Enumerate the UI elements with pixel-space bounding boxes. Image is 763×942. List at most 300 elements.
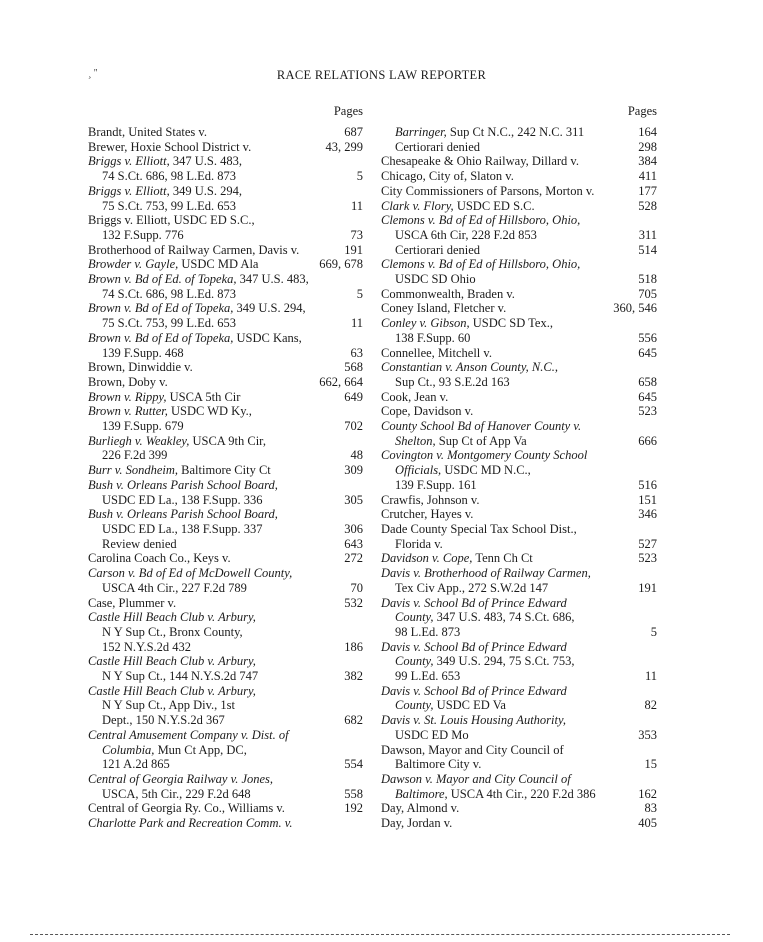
case-name: Davis v. Brotherhood of Railway Carmen,	[381, 566, 591, 581]
citation-text: Cope, Davidson v.	[381, 404, 474, 419]
entry-line	[88, 522, 313, 537]
index-entry	[381, 346, 657, 361]
citation-text: USCA 4th Cir., 227 F.2d 789	[102, 580, 247, 595]
entry-line	[88, 125, 313, 140]
index-entry	[381, 772, 657, 801]
citation-text: Tex Civ App., 272 S.W.2d 147	[395, 580, 549, 595]
citation-text: Brown, Doby v.	[88, 374, 168, 389]
page-number: 83	[644, 801, 657, 816]
citation-text: 75 S.Ct. 753, 99 L.Ed. 653	[102, 316, 237, 331]
page-number: 645	[638, 345, 657, 360]
case-name: Brown v. Rippy,	[88, 389, 167, 404]
index-entry	[88, 610, 363, 654]
page-number: 11	[350, 198, 363, 213]
case-name: Brown v. Bd of Ed of Topeka,	[88, 330, 234, 345]
entry-line	[381, 478, 607, 493]
citation-text: USDC MD N.C.,	[441, 463, 531, 478]
page-number: 311	[638, 227, 657, 242]
citation-text: N Y Sup Ct., 144 N.Y.S.2d 747	[102, 669, 259, 684]
entry-line	[88, 419, 313, 434]
citation-text: 139 F.Supp. 161	[395, 477, 477, 492]
page-number: 702	[344, 419, 363, 434]
entry-line	[381, 331, 607, 346]
corner-mark: ¸ ''	[88, 68, 98, 79]
entry-line	[88, 757, 313, 772]
page-number: 666	[638, 433, 657, 448]
index-entry	[88, 772, 363, 801]
citation-text: 138 F.Supp. 60	[395, 330, 471, 345]
index-entry	[381, 419, 657, 448]
index-entry	[88, 596, 363, 611]
case-name: County,	[395, 698, 434, 713]
page-number: 164	[638, 125, 657, 139]
entry-line	[381, 390, 607, 405]
entry-line	[381, 448, 607, 463]
entry-line	[381, 654, 607, 669]
page-number: 643	[344, 536, 363, 551]
entry-line	[381, 243, 607, 258]
entry-line	[88, 272, 313, 287]
index-entry	[88, 566, 363, 595]
citation-text: Review denied	[102, 536, 177, 551]
case-name: Clemons v. Bd of Ed of Hillsboro, Ohio,	[381, 257, 581, 272]
entry-line	[381, 184, 607, 199]
index-entry	[88, 801, 363, 816]
entry-line	[381, 728, 607, 743]
case-name: Davis v. School Bd of Prince Edward	[381, 683, 567, 698]
page-number: 191	[638, 580, 657, 595]
citation-text: Connellee, Mitchell v.	[381, 345, 492, 360]
citation-text: Sup Ct., 93 S.E.2d 163	[395, 374, 510, 389]
index-entry	[381, 199, 657, 214]
page-number: 384	[638, 154, 657, 169]
index-entry	[381, 390, 657, 405]
entry-line	[88, 493, 313, 508]
entry-line	[88, 140, 313, 155]
citation-text: 121 A.2d 865	[102, 757, 170, 772]
index-entry	[381, 301, 657, 316]
citation-text: Dade County Special Tax School Dist.,	[381, 521, 577, 536]
entry-line	[381, 125, 607, 140]
index-entry	[88, 375, 363, 390]
index-entry	[381, 743, 657, 772]
citation-text: 99 L.Ed. 653	[395, 669, 461, 684]
entry-line	[88, 346, 313, 361]
citation-text: USCA 5th Cir	[166, 389, 241, 404]
entry-line	[88, 287, 313, 302]
entry-line	[88, 228, 313, 243]
citation-text: Carolina Coach Co., Keys v.	[88, 551, 231, 566]
citation-text: 349 U.S. 294,	[233, 301, 306, 316]
entry-line	[381, 713, 607, 728]
entry-line	[381, 698, 607, 713]
page-number: 305	[344, 492, 363, 507]
page-number: 556	[638, 330, 657, 345]
index-entry	[88, 478, 363, 507]
citation-text: Case, Plummer v.	[88, 595, 177, 610]
page-number: 192	[344, 801, 363, 816]
case-name: Covington v. Montgomery County School	[381, 448, 588, 463]
entry-line	[381, 640, 607, 655]
citation-text: Dept., 150 N.Y.S.2d 367	[102, 713, 225, 728]
page-number: 177	[638, 183, 657, 198]
entry-line	[381, 404, 607, 419]
page-number: 516	[638, 477, 657, 492]
entry-line	[381, 346, 607, 361]
citation-text: Tenn Ch Ct	[472, 551, 533, 566]
entry-line	[88, 537, 313, 552]
entry-line	[88, 257, 313, 272]
index-entry	[381, 507, 657, 522]
citation-text: USCA 9th Cir,	[189, 433, 266, 448]
page-number: 645	[638, 389, 657, 404]
entry-line	[88, 551, 313, 566]
citation-text: USDC MD Ala	[178, 257, 259, 272]
entry-line	[88, 713, 313, 728]
index-entry	[88, 537, 363, 552]
index-entry	[381, 684, 657, 713]
page-number: 360, 546	[613, 301, 657, 316]
case-name: Shelton,	[395, 433, 436, 448]
page-number: 162	[638, 786, 657, 801]
case-name: Charlotte Park and Recreation Comm. v.	[88, 816, 293, 831]
case-name: Davidson v. Cope,	[381, 551, 473, 566]
citation-text: Central of Georgia Ry. Co., Williams v.	[88, 801, 285, 816]
entry-line	[88, 625, 313, 640]
page-number: 523	[638, 404, 657, 419]
entry-line	[381, 522, 607, 537]
index-entry	[381, 287, 657, 302]
entry-line	[88, 698, 313, 713]
index-entry	[88, 125, 363, 140]
citation-text: 75 S.Ct. 753, 99 L.Ed. 653	[102, 198, 237, 213]
page-number: 43, 299	[325, 139, 363, 154]
case-name: County,	[395, 610, 434, 625]
page-number: 568	[344, 360, 363, 375]
case-name: Burliegh v. Weakley,	[88, 433, 190, 448]
citation-text: USDC ED Mo	[395, 727, 469, 742]
index-entry	[88, 243, 363, 258]
case-name: Bush v. Orleans Parish School Board,	[88, 507, 278, 522]
page-number: 11	[350, 316, 363, 331]
page-number: 527	[638, 536, 657, 551]
case-name: Castle Hill Beach Club v. Arbury,	[88, 654, 256, 669]
page-number: 309	[344, 463, 363, 478]
entry-line	[88, 610, 313, 625]
page-number: 662, 664	[319, 374, 363, 389]
index-entry	[88, 140, 363, 155]
entry-line	[88, 243, 313, 258]
case-name: Columbia,	[102, 742, 155, 757]
entry-line	[381, 610, 607, 625]
page-number: 528	[638, 198, 657, 213]
case-name: Browder v. Gayle,	[88, 257, 179, 272]
page-number: 682	[344, 713, 363, 728]
index-entry	[381, 169, 657, 184]
index-entry	[88, 301, 363, 330]
entry-line	[88, 375, 313, 390]
index-entry	[88, 654, 363, 683]
entry-line	[88, 581, 313, 596]
index-entry	[88, 213, 363, 242]
citation-text: USDC ED La., 138 F.Supp. 337	[102, 521, 263, 536]
index-entry	[88, 390, 363, 405]
citation-text: 74 S.Ct. 686, 98 L.Ed. 873	[102, 169, 237, 184]
citation-text: Brown, Dinwiddie v.	[88, 360, 193, 375]
index-entry	[381, 640, 657, 684]
citation-text: City Commissioners of Parsons, Morton v.	[381, 183, 595, 198]
citation-text: Commonwealth, Braden v.	[381, 286, 515, 301]
entry-line	[381, 463, 607, 478]
citation-text: 98 L.Ed. 873	[395, 624, 461, 639]
index-column-right	[381, 104, 657, 831]
entry-line	[381, 228, 607, 243]
entry-line	[88, 434, 313, 449]
entry-line	[381, 787, 607, 802]
case-name: County School Bd of Hanover County v.	[381, 419, 582, 434]
entry-line	[381, 581, 607, 596]
case-name: Castle Hill Beach Club v. Arbury,	[88, 610, 256, 625]
index-entry	[381, 404, 657, 419]
page-number: 5	[356, 286, 363, 301]
case-name: Brown v. Bd of Ed. of Topeka,	[88, 272, 237, 287]
entry-line	[88, 463, 313, 478]
index-entry	[381, 140, 657, 155]
entry-line	[88, 640, 313, 655]
entry-line	[381, 493, 607, 508]
case-name: Briggs v. Elliott,	[88, 183, 170, 198]
page-number: 353	[638, 727, 657, 742]
case-name: Dawson v. Mayor and City Council of	[381, 771, 571, 786]
citation-text: 74 S.Ct. 686, 98 L.Ed. 873	[102, 286, 237, 301]
index-column-left	[88, 104, 363, 831]
citation-text: 347 U.S. 483,	[236, 272, 309, 287]
page-number: 191	[344, 242, 363, 257]
case-name: Officials,	[395, 463, 442, 478]
page-number: 658	[638, 374, 657, 389]
citation-text: Mun Ct App, DC,	[154, 742, 247, 757]
entry-line	[381, 566, 607, 581]
case-name: Clark v. Flory,	[381, 198, 454, 213]
entry-line	[88, 404, 313, 419]
page-number: 186	[344, 639, 363, 654]
entry-line	[381, 801, 607, 816]
entry-line	[88, 478, 313, 493]
entry-line	[381, 199, 607, 214]
index-entry	[381, 360, 657, 389]
citation-text: Sup Ct of App Va	[435, 433, 527, 448]
entry-line	[88, 448, 313, 463]
citation-text: 139 F.Supp. 468	[102, 345, 184, 360]
entry-line	[381, 316, 607, 331]
page-number: 411	[638, 169, 657, 184]
citation-text: Dawson, Mayor and City Council of	[381, 742, 564, 757]
case-name: County,	[395, 654, 434, 669]
index-entry	[88, 463, 363, 478]
citation-text: Certiorari denied	[395, 139, 481, 154]
index-entry	[88, 728, 363, 772]
entry-line	[381, 301, 607, 316]
citation-text: Certiorari denied	[395, 242, 481, 257]
entry-line	[381, 154, 607, 169]
citation-text: 349 U.S. 294,	[169, 183, 242, 198]
index-entry	[88, 434, 363, 463]
case-name: Davis v. School Bd of Prince Edward	[381, 639, 567, 654]
page-number: 554	[344, 757, 363, 772]
page-number: 298	[638, 139, 657, 154]
entry-line	[381, 551, 607, 566]
entry-line	[381, 272, 607, 287]
citation-text: 226 F.2d 399	[102, 448, 168, 463]
page-number: 15	[644, 757, 657, 772]
citation-text: Chicago, City of, Slaton v.	[381, 169, 514, 184]
entry-line	[88, 184, 313, 199]
entry-line	[88, 199, 313, 214]
citation-text: 347 U.S. 483, 74 S.Ct. 686,	[433, 610, 575, 625]
index-entry	[381, 596, 657, 640]
entry-line	[381, 684, 607, 699]
index-entry	[88, 684, 363, 728]
index-entry	[88, 507, 363, 536]
index-entry	[381, 448, 657, 492]
citation-text: 349 U.S. 294, 75 S.Ct. 753,	[433, 654, 575, 669]
citation-text: USCA 4th Cir., 220 F.2d 386	[447, 786, 596, 801]
case-name: Brown v. Rutter,	[88, 404, 168, 419]
page-number: 11	[644, 669, 657, 684]
page-number: 514	[638, 242, 657, 257]
case-name: Briggs v. Elliott,	[88, 154, 170, 169]
case-name: Constantian v. Anson County, N.C.,	[381, 360, 558, 375]
page-number: 346	[638, 507, 657, 522]
citation-text: Briggs v. Elliott, USDC ED S.C.,	[88, 213, 255, 228]
entry-line	[381, 537, 607, 552]
entry-line	[381, 213, 607, 228]
pages-column-header-left: Pages	[333, 104, 363, 118]
index-entry	[381, 243, 657, 258]
entry-line	[381, 743, 607, 758]
page-number: 649	[344, 389, 363, 404]
page-number: 272	[344, 551, 363, 566]
index-entry	[381, 213, 657, 242]
citation-text: USCA 6th Cir, 228 F.2d 853	[395, 227, 537, 242]
index-list-right	[381, 125, 657, 831]
page-header-title: RACE RELATIONS LAW REPORTER	[276, 68, 487, 82]
index-entry	[381, 184, 657, 199]
index-entry	[88, 551, 363, 566]
entry-line	[381, 434, 607, 449]
citation-text: Baltimore City v.	[395, 757, 482, 772]
page-number: 151	[638, 492, 657, 507]
page-number: 73	[350, 227, 363, 242]
citation-text: USDC WD Ky.,	[167, 404, 252, 419]
page-number: 63	[350, 345, 363, 360]
entry-line	[88, 654, 313, 669]
page-number: 518	[638, 272, 657, 287]
index-entry	[381, 551, 657, 566]
citation-text: Chesapeake & Ohio Railway, Dillard v.	[381, 154, 579, 169]
citation-text: Coney Island, Fletcher v.	[381, 301, 507, 316]
page-number: 70	[350, 580, 363, 595]
entry-line	[381, 375, 607, 390]
page-number: 532	[344, 595, 363, 610]
page-number: 405	[638, 816, 657, 831]
citation-text: Crawfis, Johnson v.	[381, 492, 480, 507]
case-name: Burr v. Sondheim,	[88, 463, 179, 478]
index-entry	[88, 154, 363, 183]
index-entry	[381, 316, 657, 345]
citation-text: Brotherhood of Railway Carmen, Davis v.	[88, 242, 300, 257]
citation-text: USCA, 5th Cir., 229 F.2d 648	[102, 786, 251, 801]
index-entry	[88, 184, 363, 213]
page-number: 558	[344, 786, 363, 801]
entry-line	[381, 596, 607, 611]
entry-line	[381, 257, 607, 272]
pages-column-header-right: Pages	[627, 104, 657, 118]
page-number: 523	[638, 551, 657, 566]
index-list-left	[88, 125, 363, 831]
index-entry	[381, 154, 657, 169]
entry-line	[381, 816, 607, 831]
index-entry	[381, 257, 657, 286]
index-entry	[381, 816, 657, 831]
citation-text: N Y Sup Ct., App Div., 1st	[102, 698, 236, 713]
index-entry	[88, 272, 363, 301]
entry-line	[381, 772, 607, 787]
citation-text: N Y Sup Ct., Bronx County,	[102, 624, 243, 639]
page-number: 705	[638, 286, 657, 301]
citation-text: 139 F.Supp. 679	[102, 419, 184, 434]
entry-line	[88, 787, 313, 802]
entry-line	[381, 287, 607, 302]
case-name: Central of Georgia Railway v. Jones,	[88, 771, 274, 786]
citation-text: USDC ED Va	[433, 698, 506, 713]
citation-text: 347 U.S. 483,	[169, 154, 242, 169]
case-name: Carson v. Bd of Ed of McDowell County,	[88, 566, 293, 581]
index-entry	[381, 566, 657, 595]
case-name: Baltimore,	[395, 786, 448, 801]
index-entry	[381, 125, 657, 140]
citation-text: Florida v.	[395, 536, 443, 551]
entry-line	[88, 213, 313, 228]
entry-line	[88, 743, 313, 758]
entry-line	[88, 390, 313, 405]
citation-text: Day, Jordan v.	[381, 816, 453, 831]
entry-line	[88, 154, 313, 169]
entry-line	[381, 360, 607, 375]
entry-line	[88, 316, 313, 331]
citation-text: Brandt, United States v.	[88, 125, 207, 139]
index-entry	[88, 257, 363, 272]
index-entry	[88, 816, 363, 831]
entry-line	[381, 419, 607, 434]
citation-text: USDC SD Tex.,	[469, 316, 553, 331]
citation-text: Crutcher, Hayes v.	[381, 507, 474, 522]
entry-line	[88, 669, 313, 684]
citation-text: Brewer, Hoxie School District v.	[88, 139, 252, 154]
citation-text: Day, Almond v.	[381, 801, 460, 816]
page-number: 48	[350, 448, 363, 463]
entry-line	[88, 360, 313, 375]
footer-rule	[30, 934, 730, 936]
citation-text: Sup Ct N.C., 242 N.C. 311	[446, 125, 585, 139]
page-number: 5	[356, 169, 363, 184]
citation-text: Baltimore City Ct	[178, 463, 271, 478]
case-name: Conley v. Gibson,	[381, 316, 470, 331]
case-name: Davis v. School Bd of Prince Edward	[381, 595, 567, 610]
citation-text: Cook, Jean v.	[381, 389, 449, 404]
entry-line	[88, 169, 313, 184]
case-name: Barringer,	[395, 125, 447, 139]
